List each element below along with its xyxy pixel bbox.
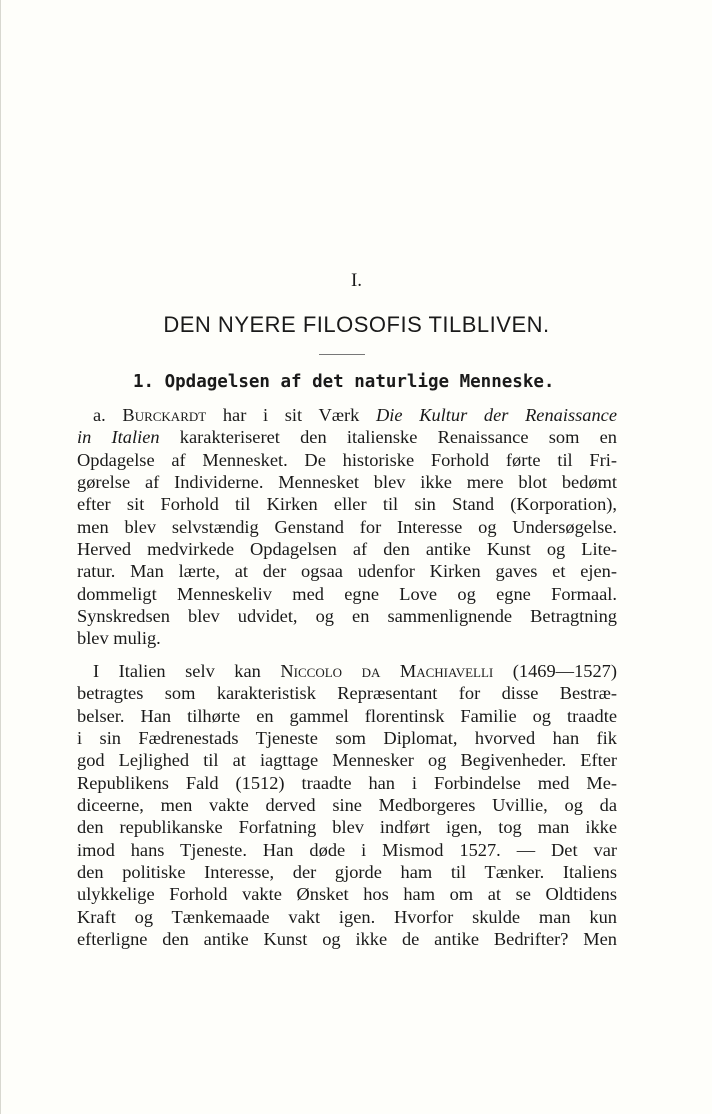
text-line: efter sit Forhold til Kirken eller til sin Stand (Korporation), — [77, 494, 617, 515]
text-line: den republikanske Forfatning blev indført igen, tog man ikke — [77, 817, 617, 838]
text-fragment: karakteriseret den italienske Renaissance som en — [159, 427, 617, 448]
text-line: Opdagelse af Mennesket. De historiske Forhold førte til Fri- — [77, 449, 617, 470]
text-line: i sin Fædrenestads Tjeneste som Diplomat, hvorved han fik — [77, 728, 617, 749]
text-fragment: a. — [93, 405, 123, 425]
text-line: den politiske Interesse, der gjorde ham til Tænker. Italiens — [77, 862, 617, 883]
text-line: god Lejlighed til at iagttage Mennesker og Begivenheder. Efter — [77, 750, 617, 771]
paragraph-2 — [77, 660, 617, 950]
text-line: dommeligt Menneskeliv med egne Love og egne Formaal. — [77, 583, 617, 604]
text-fragment: har i sit Værk — [206, 405, 376, 425]
title-divider — [319, 354, 365, 355]
book-title: in Italien — [77, 427, 160, 448]
text-line: Synskredsen blev udvidet, og en sammenlignende Betragtning — [77, 606, 617, 627]
text-fragment: I Italien selv kan — [93, 661, 281, 681]
text-line: betragtes som karakteristisk Repræsentant for disse Bestræ- — [77, 683, 617, 704]
text-line — [77, 660, 617, 682]
text-line: Herved medvirkede Opdagelsen af den antike Kunst og Lite- — [77, 539, 617, 560]
chapter-title: DEN NYERE FILOSOFIS TILBLIVEN. — [163, 312, 550, 337]
chapter-number: I. — [350, 270, 363, 291]
text-line: belser. Han tilhørte en gammel florentinsk Familie og traadte — [77, 705, 617, 726]
text-line: ulykkelige Forhold vakte Ønsket hos ham om at se Oldtidens — [77, 884, 617, 905]
text-line: men blev selvstændig Genstand for Interesse og Undersøgelse. — [77, 516, 617, 537]
text-line: ratur. Man lærte, at der ogsaa udenfor Kirken gaves et ejen- — [77, 561, 617, 582]
text-line: imod hans Tjeneste. Han døde i Mismod 1527. — Det var — [77, 839, 617, 860]
text-line — [77, 404, 617, 426]
text-line — [77, 426, 617, 448]
author-name: Burckardt — [122, 405, 207, 425]
text-fragment: (1469—1527) — [493, 661, 617, 681]
text-line: Kraft og Tænkemaade vakt igen. Hvorfor skulde man kun — [77, 906, 617, 927]
text-line: blev mulig. — [77, 628, 161, 649]
text-line: efterligne den antike Kunst og ikke de antike Bedrifter? Men — [77, 929, 617, 950]
text-line: diceerne, men vakte derved sine Medborgeres Uvillie, og da — [77, 795, 617, 816]
paragraph-1 — [77, 404, 617, 650]
section-heading: 1. Opdagelsen af det naturlige Menneske. — [133, 372, 555, 392]
text-line: Republikens Fald (1512) traadte han i Forbindelse med Me- — [77, 772, 617, 793]
text-line: gørelse af Individerne. Mennesket blev ikke mere blot bedømt — [77, 472, 617, 493]
book-title: Die Kultur der Renaissance — [376, 405, 617, 425]
author-name: Niccolo da Machiavelli — [280, 661, 494, 681]
